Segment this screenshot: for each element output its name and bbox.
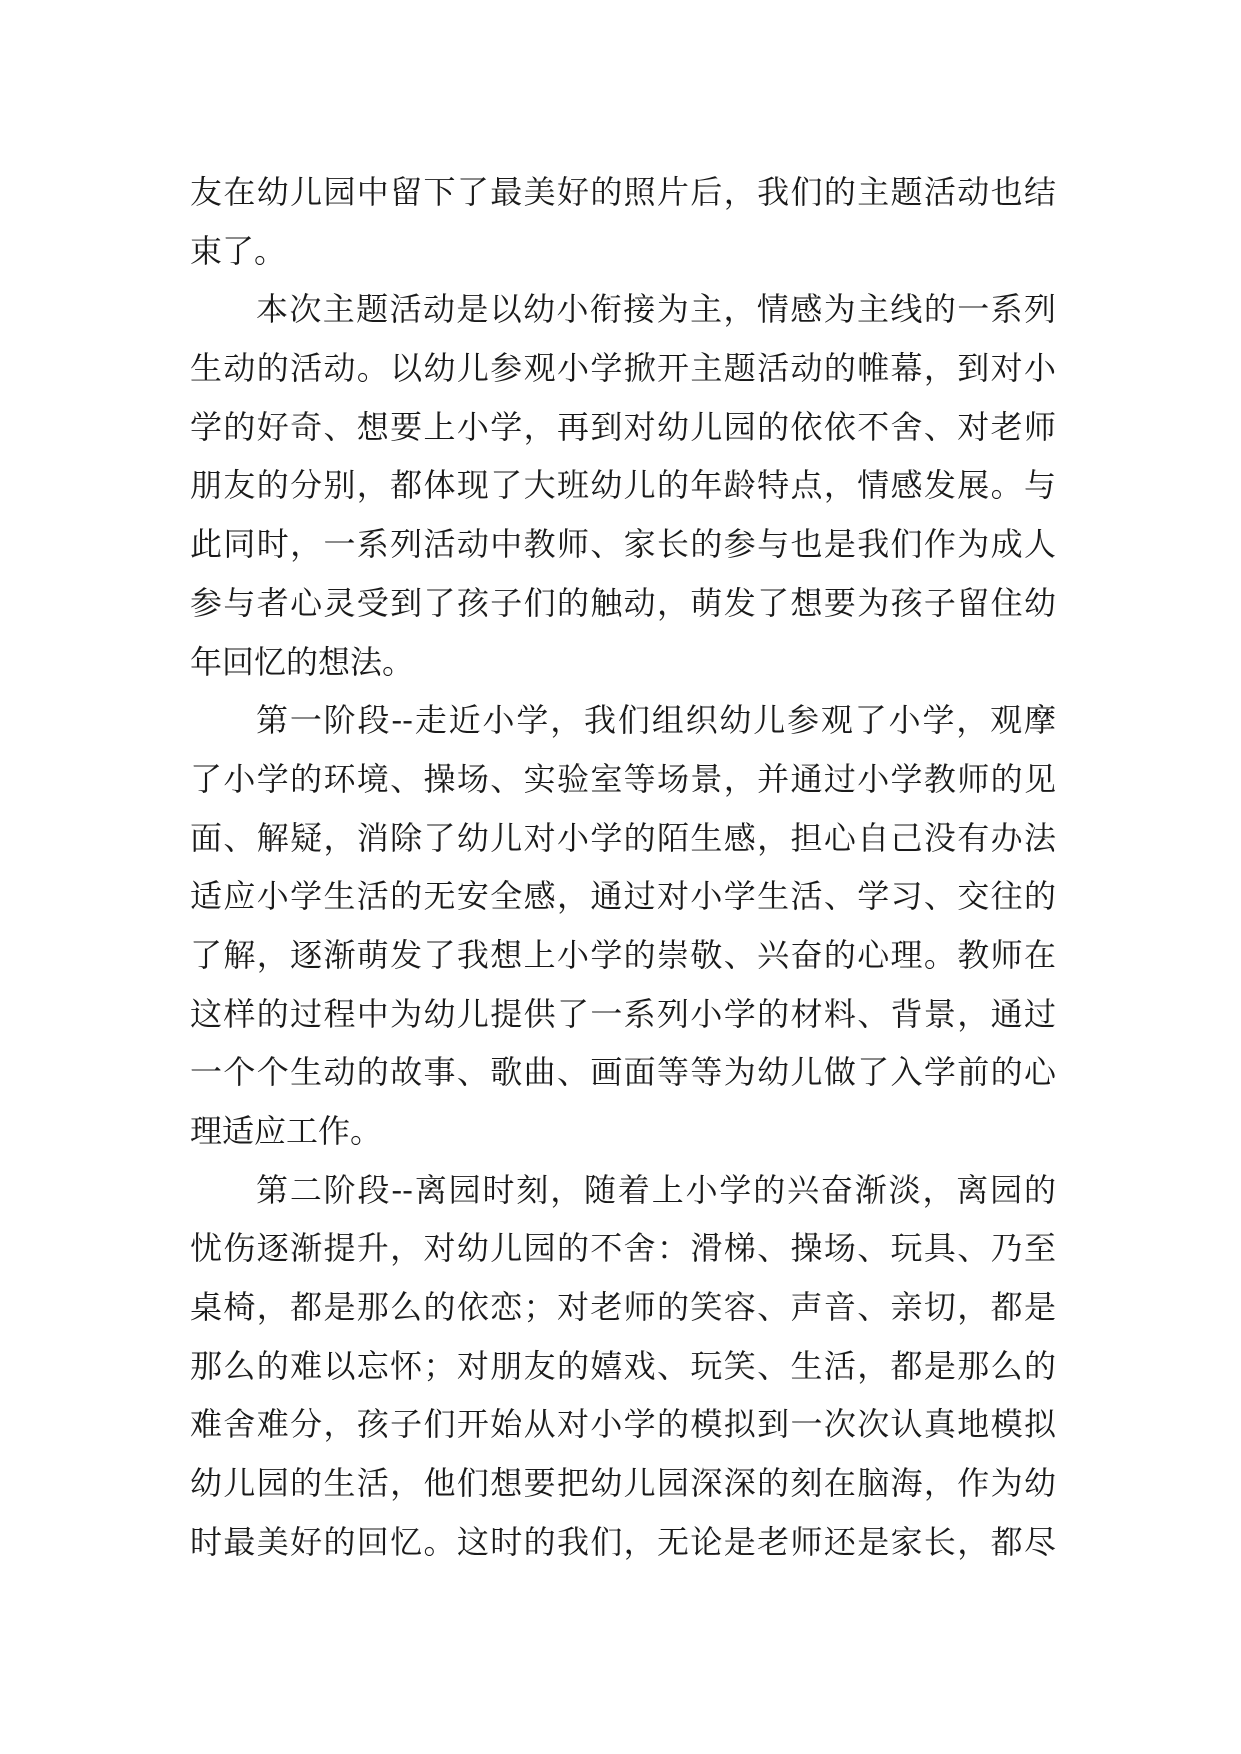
text-line: 本次主题活动是以幼小衔接为主，情感为主线的一系列 (256, 290, 1056, 329)
text-line: 难舍难分，孩子们开始从对小学的模拟到一次次认真地模拟 (190, 1405, 1056, 1444)
text-line: 桌椅，都是那么的依恋；对老师的笑容、声音、亲切，都是 (190, 1288, 1056, 1327)
text-line: 了解，逐渐萌发了我想上小学的崇敬、兴奋的心理。教师在 (190, 935, 1056, 974)
text-line: 此同时，一系列活动中教师、家长的参与也是我们作为成人 (190, 525, 1056, 564)
text-line: 年回忆的想法。 (190, 642, 415, 681)
text-line: 朋友的分别，都体现了大班幼儿的年龄特点，情感发展。与 (190, 466, 1056, 505)
text-line: 适应小学生活的无安全感，通过对小学生活、学习、交往的 (190, 877, 1056, 916)
paragraph-continuation (190, 163, 1056, 280)
text-line: 忧伤逐渐提升，对幼儿园的不舍：滑梯、操场、玩具、乃至 (190, 1229, 1056, 1268)
text-line: 幼儿园的生活，他们想要把幼儿园深深的刻在脑海，作为幼 (190, 1464, 1056, 1503)
paragraph-stage-two (190, 1161, 1056, 1572)
text-line: 一个个生动的故事、歌曲、画面等等为幼儿做了入学前的心 (190, 1053, 1056, 1092)
text-line: 生动的活动。以幼儿参观小学掀开主题活动的帷幕，到对小 (190, 349, 1056, 388)
text-line: 理适应工作。 (190, 1112, 383, 1150)
text-line: 第二阶段--离园时刻，随着上小学的兴奋渐淡，离园的 (256, 1170, 1056, 1209)
text-line: 这样的过程中为幼儿提供了一系列小学的材料、背景，通过 (190, 994, 1056, 1033)
paragraph-summary (190, 280, 1056, 691)
text-line: 那么的难以忘怀；对朋友的嬉戏、玩笑、生活，都是那么的 (190, 1346, 1056, 1385)
paragraph-stage-one (190, 691, 1056, 1161)
text-line: 学的好奇、想要上小学，再到对幼儿园的依依不舍、对老师 (190, 407, 1056, 446)
text-line: 时最美好的回忆。这时的我们，无论是老师还是家长，都尽 (190, 1522, 1056, 1561)
text-line: 第一阶段--走近小学，我们组织幼儿参观了小学，观摩 (256, 701, 1056, 740)
text-line: 面、解疑，消除了幼儿对小学的陌生感，担心自己没有办法 (190, 818, 1056, 857)
text-line: 友在幼儿园中留下了最美好的照片后，我们的主题活动也结 (190, 173, 1056, 211)
text-line: 束了。 (190, 231, 287, 270)
body-text (190, 163, 1056, 1572)
text-line: 参与者心灵受到了孩子们的触动，萌发了想要为孩子留住幼 (190, 583, 1056, 622)
text-line: 了小学的环境、操场、实验室等场景，并通过小学教师的见 (190, 759, 1056, 798)
